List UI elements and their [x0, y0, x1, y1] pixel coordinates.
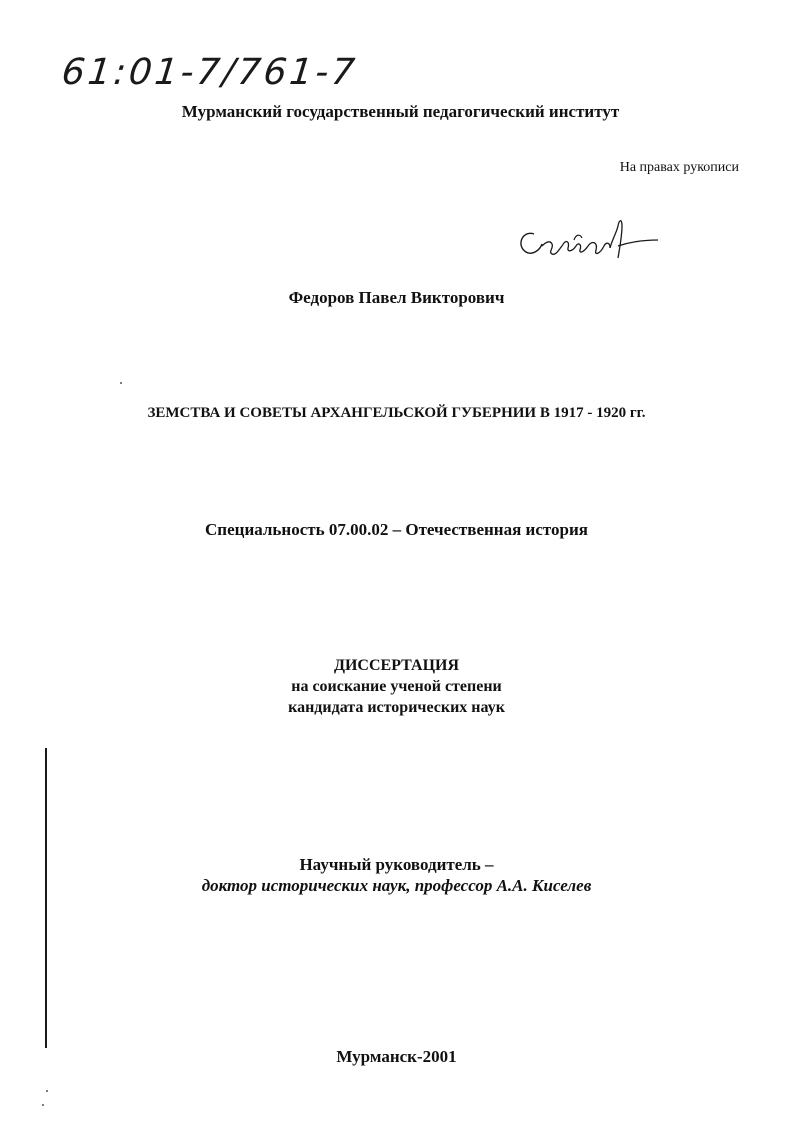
degree-line-2: кандидата исторических наук [288, 699, 505, 716]
degree-block [0, 655, 793, 718]
author-signature [512, 212, 662, 272]
scan-speck [42, 1104, 44, 1106]
supervisor-name: доктор исторических наук, профессор А.А. Киселев [201, 876, 592, 895]
catalog-number-handwritten: 61:01-7/761-7 [59, 52, 360, 93]
city-year: Мурманск-2001 [336, 1047, 457, 1066]
degree-line-1: на соискание ученой степени [291, 678, 502, 695]
supervisor-title: Научный руководитель – [299, 855, 494, 874]
institution-name: Мурманский государственный педагогический институт [181, 102, 620, 121]
specialty-line: Специальность 07.00.02 – Отечественная история [205, 520, 588, 539]
manuscript-rights-note: На правах рукописи [619, 160, 739, 175]
author-name: Федоров Павел Викторович [288, 288, 505, 307]
degree-heading: ДИССЕРТАЦИЯ [333, 657, 460, 674]
scan-speck [46, 1090, 48, 1092]
scan-speck [120, 382, 122, 384]
dissertation-title: ЗЕМСТВА И СОВЕТЫ АРХАНГЕЛЬСКОЙ ГУБЕРНИИ В 1917 - 1920 гг. [147, 405, 646, 421]
scan-binding-edge [45, 748, 47, 1048]
